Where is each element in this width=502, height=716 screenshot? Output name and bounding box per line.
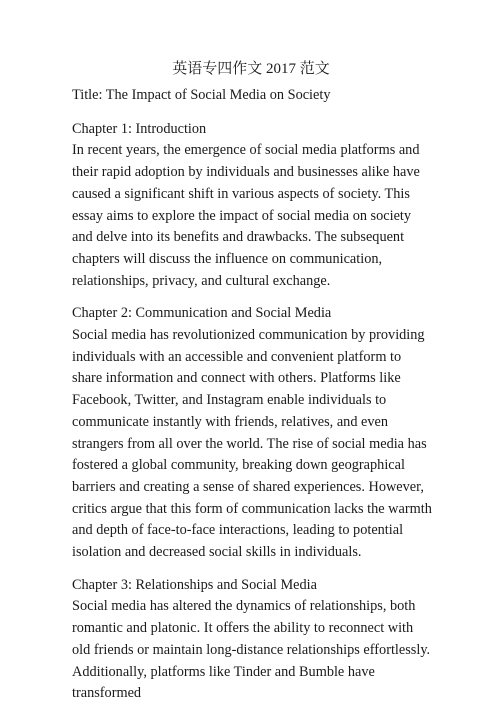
chapter-2 [72,303,432,563]
chapter-1 [72,119,432,293]
essay-title: Title: The Impact of Social Media on Society [72,87,331,103]
document-body [72,85,432,716]
chapter-paragraph: In recent years, the emergence of social media platforms and their rapid adoption by individuals and businesses alike have caused a significant shift in various aspects of society. This essay aims to explore the impact of social media on society and delve into its benefits and drawbacks. The subsequent chapters will discuss the influence on communication, relationships, privacy, and cultural exchange. [72,142,420,289]
chapter-heading: Chapter 1: Introduction [72,120,207,137]
chapter-paragraph: Social media has altered the dynamics of relationships, both romantic and platonic. It offers the ability to reconnect with old friends or maintain long-distance relationships effortlessly. Additionally, platforms like Tinder and Bumble have transformed [72,598,431,702]
chapter-heading: Chapter 2: Communication and Social Media [72,305,332,322]
chapter-3 [72,575,432,705]
chapter-paragraph: Social media has revolutionized communication by providing individuals with an accessible and convenient platform to share information and connect with others. Platforms like Facebook, Twitter, and Instagram enable individuals to communicate instantly with friends, relatives, and even strangers from all over the world. The rise of social media has fostered a global community, breaking down geographical barriers and creating a sense of shared experiences. However, critics argue that this form of communication lacks the warmth and depth of face-to-face interactions, leading to potential isolation and decreased social skills in individuals. [72,327,432,561]
document-heading: 英语专四作文 2017 范文 [172,61,330,77]
chapter-heading: Chapter 3: Relationships and Social Media [72,576,317,593]
